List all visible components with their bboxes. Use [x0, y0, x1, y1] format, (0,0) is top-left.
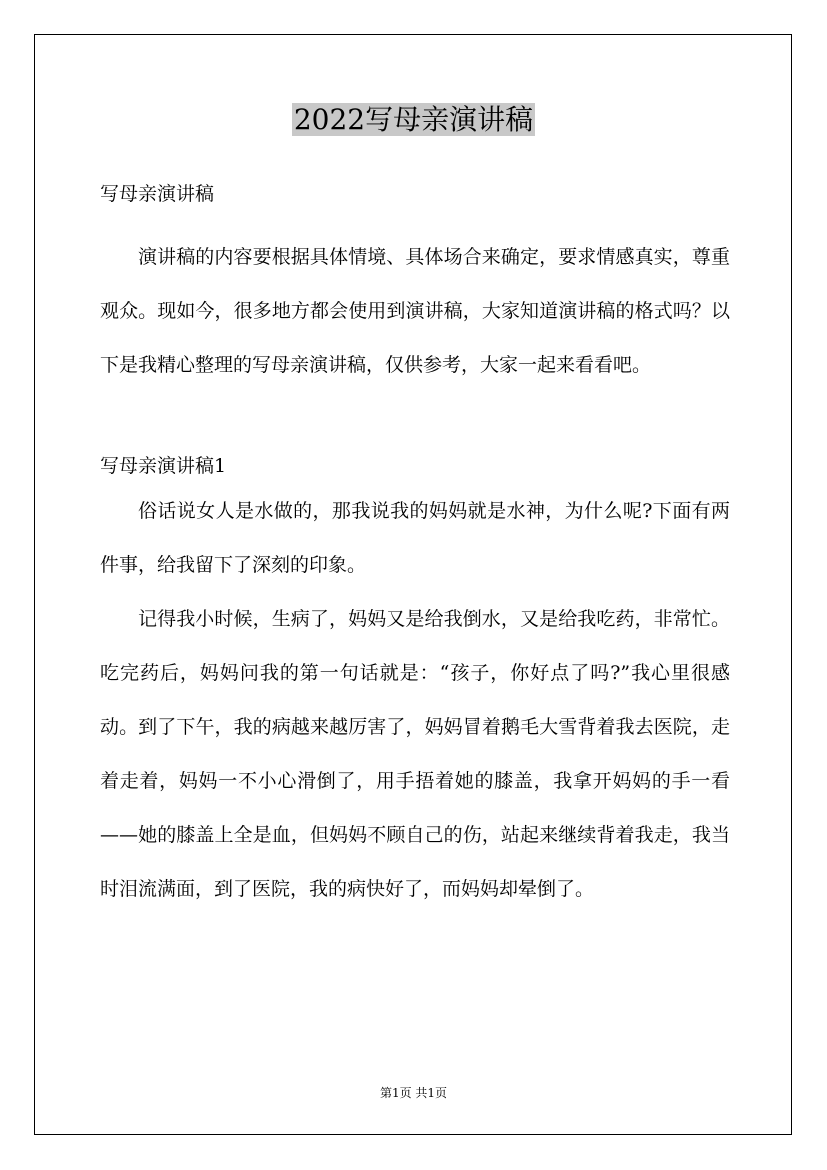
section-paragraph-2: 记得我小时候，生病了，妈妈又是给我倒水，又是给我吃药，非常忙。吃完药后，妈妈问我的第一句话就是：“孩子，你好点了吗?”我心里很感动。到了下午，我的病越来越厉害了，妈妈冒着鹅毛大雪背着我去医院，走着走着，妈妈一不小心滑倒了，用手捂着她的膝盖，我拿开妈妈的手一看——她的膝盖上全是血，但妈妈不顾自己的伤，站起来继续背着我走，我当时泪流满面，到了医院，我的病快好了，而妈妈却晕倒了。 [100, 608, 730, 900]
document-title: 2022写母亲演讲稿 [293, 103, 534, 136]
document-title-container [0, 99, 827, 141]
page-footer [0, 1084, 827, 1102]
page-number: 第1页 共1页 [379, 1086, 448, 1100]
intro-paragraph: 演讲稿的内容要根据具体情境、具体场合来确定，要求情感真实，尊重观众。现如今，很多地方都会使用到演讲稿，大家知道演讲稿的格式吗？以下是我精心整理的写母亲演讲稿，仅供参考，大家一起来看看吧。 [100, 246, 730, 376]
intro-heading: 写母亲演讲稿 [100, 183, 215, 205]
section-paragraph-1: 俗话说女人是水做的，那我说我的妈妈就是水神，为什么呢?下面有两件事，给我留下了深刻的印象。 [100, 500, 730, 576]
section-heading: 写母亲演讲稿1 [100, 455, 227, 477]
document-body [100, 176, 730, 916]
